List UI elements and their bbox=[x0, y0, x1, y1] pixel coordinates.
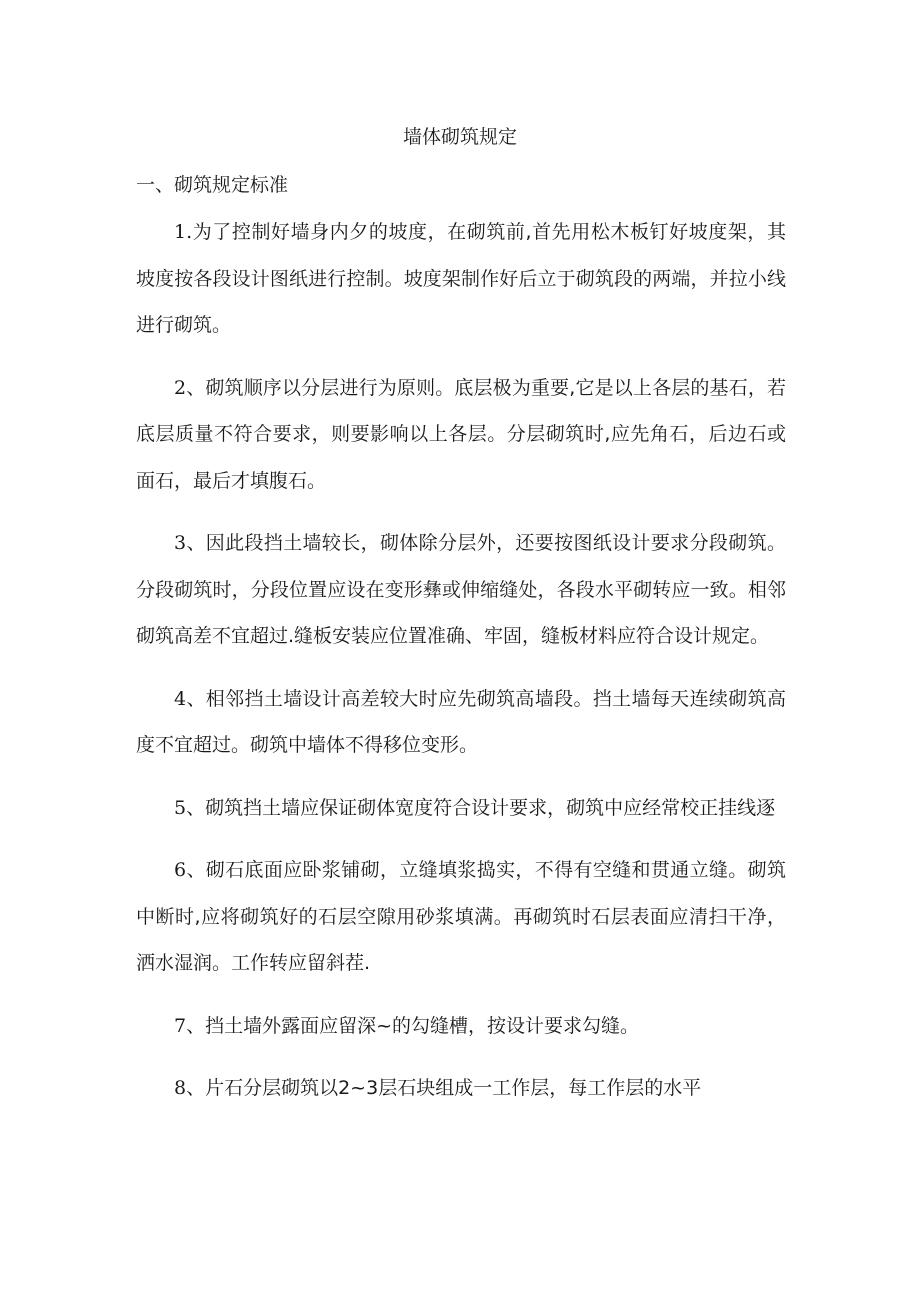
paragraph-number: 4 bbox=[174, 687, 187, 710]
section-heading: 一、砌筑规定标准 bbox=[136, 174, 289, 196]
document-body bbox=[136, 209, 786, 1128]
paragraph-6 bbox=[136, 847, 786, 987]
paragraph-text: 、砌筑顺序以分层进行为原则。底层极为重要,它是以上各层的基石，若底层质量不符合要求，则要影响以上各层。分层砌筑时,应先角石，后边石或面石，最后才填腹石。 bbox=[136, 376, 786, 492]
paragraph-text: 、砌石底面应卧浆铺砌，立缝填浆捣实，不得有空缝和贯通立缝。砌筑中断时,应将砌筑好的石层空隙用砂浆填满。再砌筑时石层表面应清扫干净，洒水湿润。工作转应留斜茬. bbox=[136, 859, 786, 974]
paragraph-1 bbox=[136, 209, 786, 349]
paragraph-number: 6 bbox=[174, 859, 187, 881]
paragraph-7 bbox=[136, 1003, 786, 1050]
paragraph-2 bbox=[136, 365, 786, 505]
paragraph-text: 、相邻挡土墙设计高差较大时应先砌筑高墙段。挡土墙每天连续砌筑高度不宜超过。砌筑中墙体不得移位变形。 bbox=[136, 687, 786, 756]
paragraph-text: 、片石分层砌筑以2~3层石块组成一工作层，每工作层的水平 bbox=[186, 1077, 702, 1099]
paragraph-number: 1. bbox=[174, 221, 193, 243]
paragraph-5 bbox=[136, 785, 786, 832]
paragraph-text: 、因此段挡土墙较长，砌体除分层外，还要按图纸设计要求分段砌筑。分段砌筑时，分段位置应设在变形彝或伸缩缝处，各段水平砌转应一致。相邻砌筑高差不宜超过.缝板安装应位置准确、牢固，缝板材料应符合设计规定。 bbox=[136, 532, 786, 647]
paragraph-number: 7 bbox=[174, 1014, 187, 1037]
paragraph-number: 8 bbox=[174, 1077, 187, 1099]
document-title: 墙体砌筑规定 bbox=[402, 126, 517, 148]
paragraph-3 bbox=[136, 520, 786, 660]
paragraph-number: 2 bbox=[174, 376, 187, 399]
paragraph-4 bbox=[136, 676, 786, 769]
paragraph-number: 5 bbox=[174, 796, 187, 819]
paragraph-8 bbox=[136, 1065, 786, 1112]
paragraph-text: 为了控制好墙身内夕的坡度，在砌筑前,首先用松木板钉好坡度架，其坡度按各段设计图纸进行控制。坡度架制作好后立于砌筑段的两端，并拉小线进行砌筑。 bbox=[136, 221, 786, 336]
paragraph-text: 、挡土墙外露面应留深~的勾缝槽，按设计要求勾缝。 bbox=[186, 1014, 640, 1037]
paragraph-text: 、砌筑挡土墙应保证砌体宽度符合设计要求，砌筑中应经常校正挂线逐 bbox=[186, 796, 776, 819]
paragraph-number: 3 bbox=[174, 532, 187, 554]
